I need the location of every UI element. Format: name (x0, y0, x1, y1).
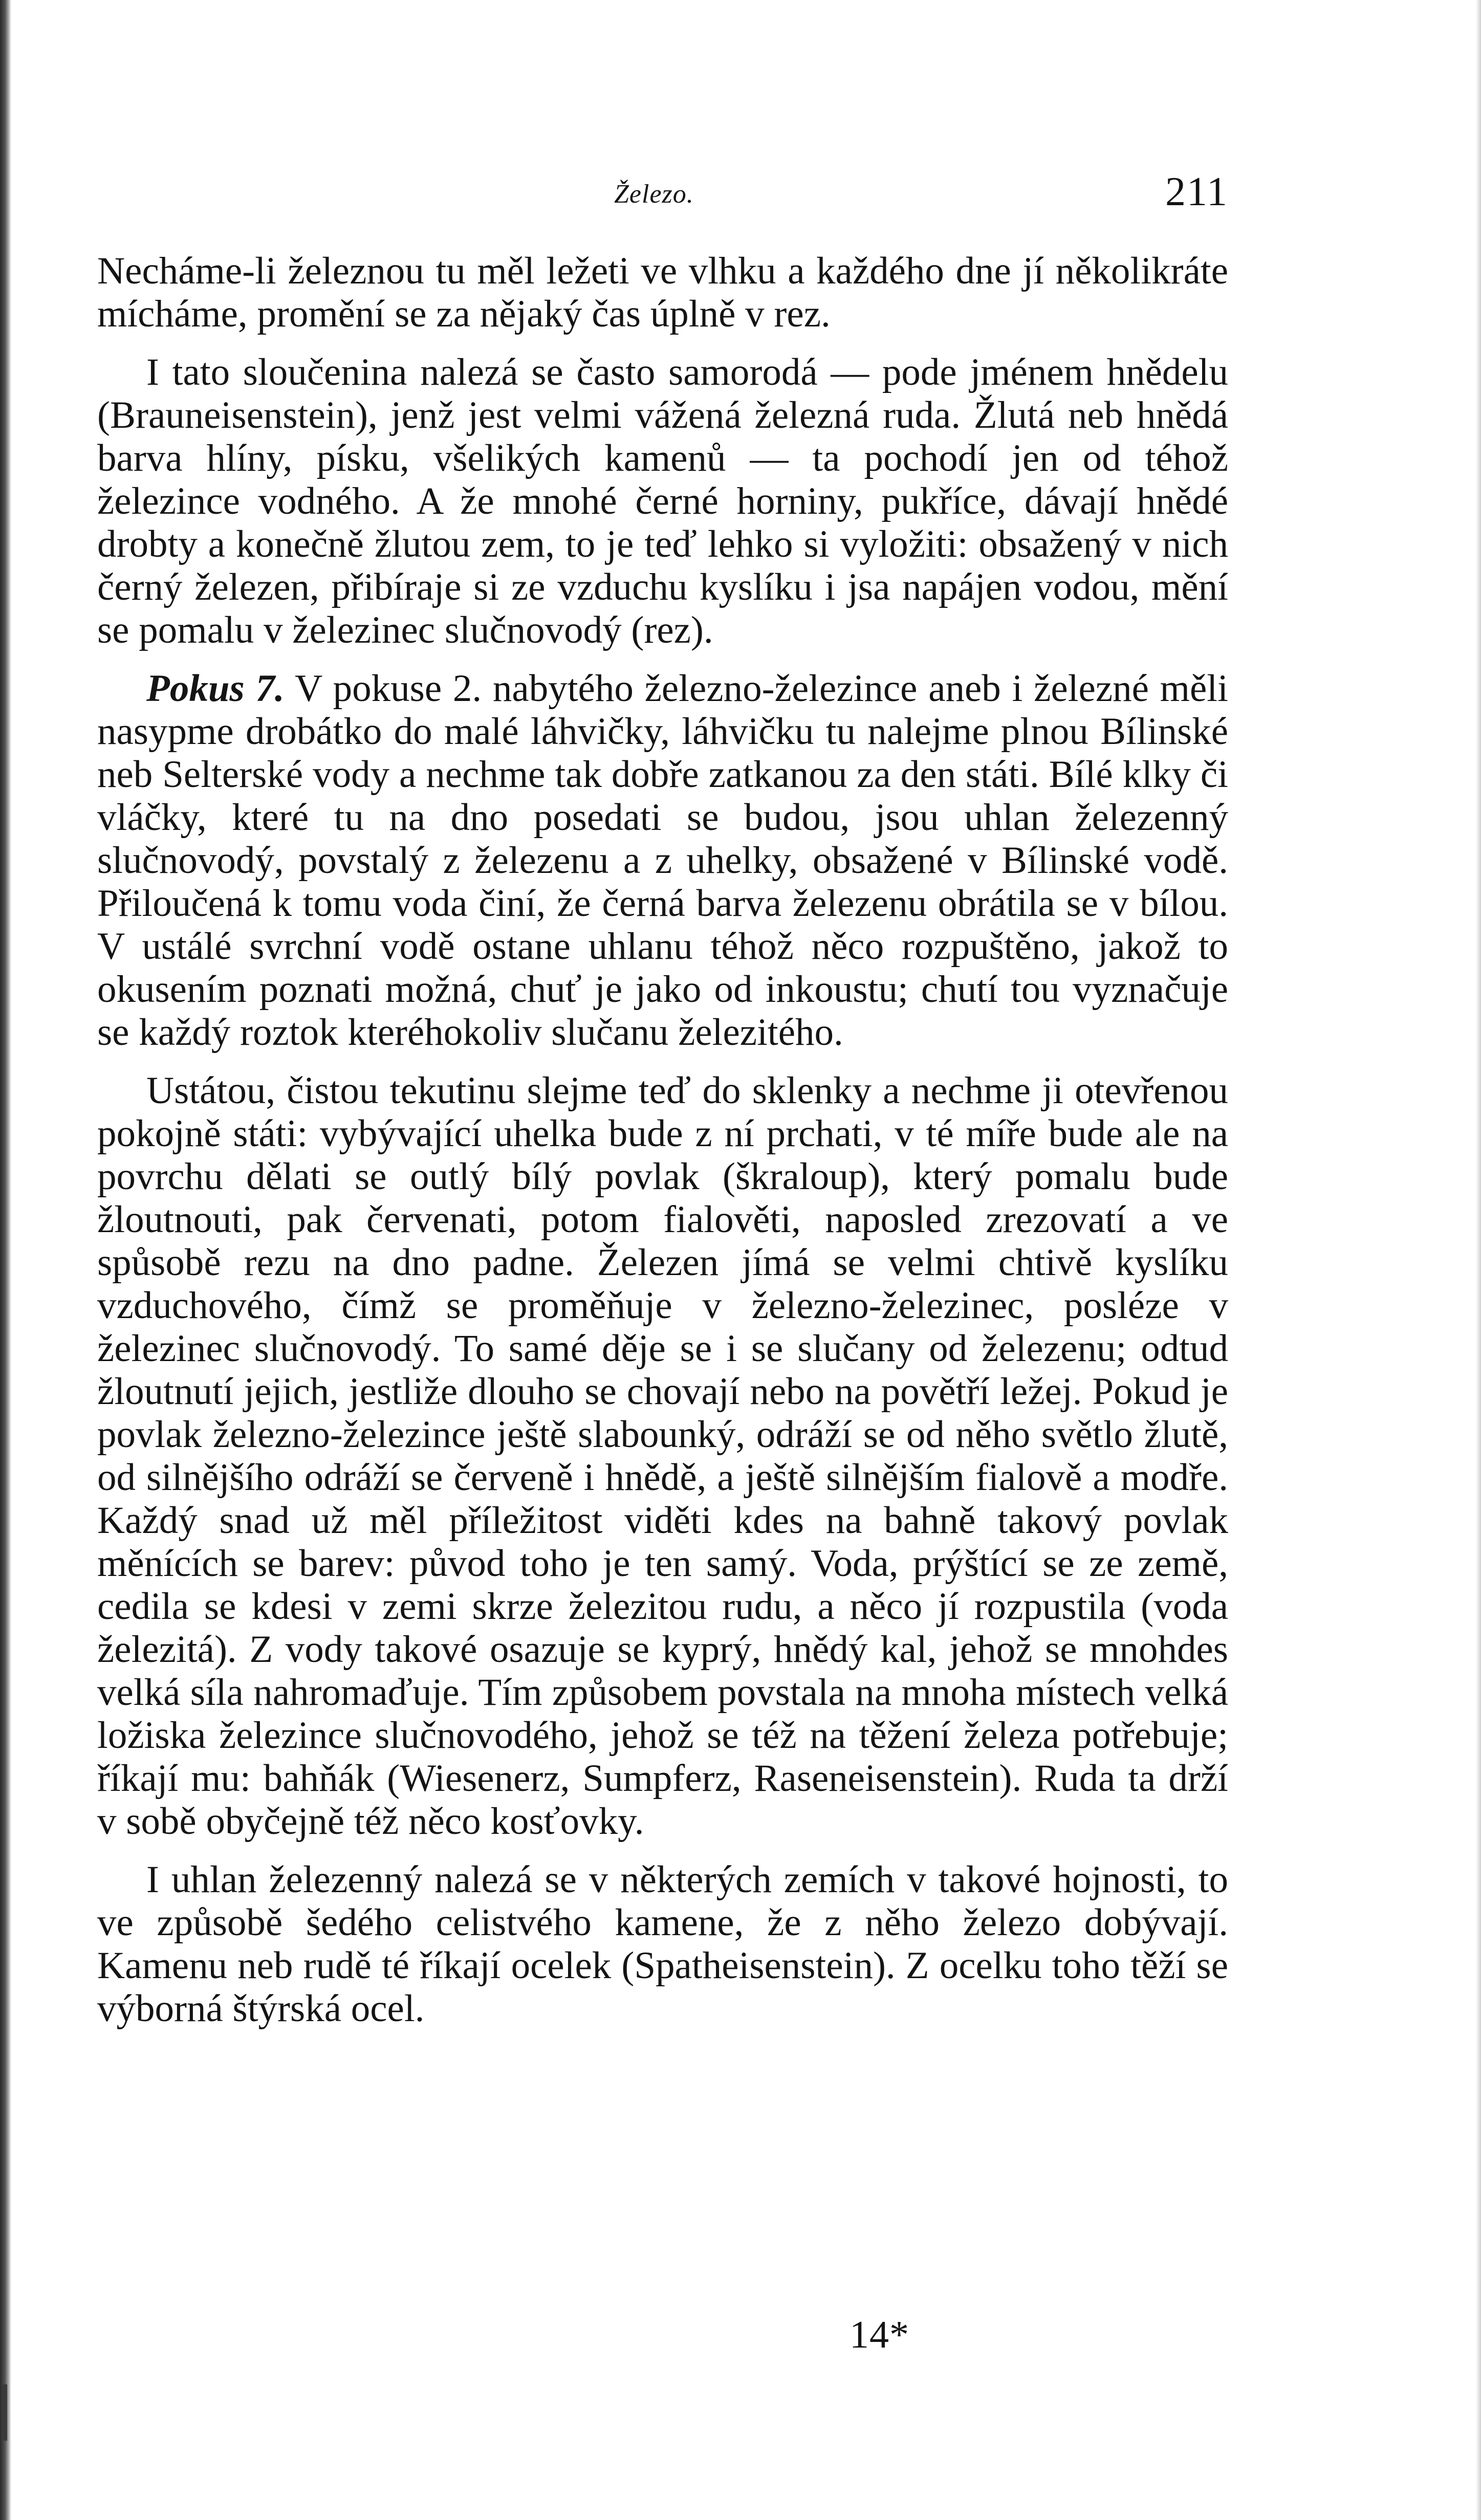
page-number: 211 (1165, 169, 1228, 214)
running-title: Železo. (614, 180, 694, 209)
binding-mark (2, 2384, 7, 2441)
binding-edge (0, 0, 11, 2520)
paragraph-1 (97, 250, 1228, 336)
paragraph-5 (97, 1858, 1228, 2030)
paragraph-5-text: I uhlan železenný nalezá se v některých zemích v takové hojnosti, to ve způsobě šedého celistvého kamene, že z něho železo dobývají. Kamenu neb rudě té říkají ocelek (Spatheisenstein). Z ocelku toho těží se výborná štýrská ocel. (97, 1858, 1228, 2030)
paragraph-2-text: I tato sloučenina nalezá se často samorodá — pode jménem hnědelu (Brauneisenstein), jenž jest velmi vážená železná ruda. Žlutá neb hnědá barva hlíny, písku, všelikých kamenů — ta pochodí jen od téhož železince vodného. A že mnohé černé horniny, pukříce, dávají hnědé drobty a konečně žlutou zem, to je teď lehko si vyložiti: obsažený v nich černý železen, přibíraje si ze vzduchu kyslíku i jsa napájen vodou, mění se pomalu v železinec slučnovodý (rez). (97, 351, 1228, 651)
running-head (97, 169, 1228, 220)
signature-mark: 14* (850, 2313, 909, 2356)
paragraph-pokus-7 (97, 667, 1228, 1054)
paragraph-3-text: V pokuse 2. nabytého železno-železince aneb i železné měli nasypme drobátko do malé láhvičky, láhvičku tu nalejme plnou Bílinské neb Selterské vody a nechme tak dobře zatkanou za den státi. Bílé klky či vláčky, které tu na dno posedati se budou, jsou uhlan železenný slučnovodý, povstalý z železenu a z uhelky, obsažené v Bílinské vodě. Přiloučená k tomu voda činí, že černá barva železenu obrátila se v bílou. V ustálé svrchní vodě ostane uhlanu téhož něco rozpuštěno, jakož to okusením poznati možná, chuť je jako od inkoustu; chutí tou vyznačuje se každý roztok kteréhokoliv slučanu železitého. (97, 667, 1228, 1054)
paragraph-2 (97, 351, 1228, 652)
paragraph-1-text: Necháme-li železnou tu měl ležeti ve vlhku a každého dne jí několikráte mícháme, promění se za nějaký čas úplně v rez. (97, 250, 1228, 335)
paragraph-4 (97, 1069, 1228, 1843)
body-text (97, 250, 1228, 2046)
experiment-label: Pokus 7. (146, 667, 285, 710)
page-edge-shadow (1476, 0, 1481, 2520)
paragraph-4-text: Ustátou, čistou tekutinu slejme teď do sklenky a nechme ji otevřenou pokojně státi: vybývající uhelka bude z ní prchati, v té míře bude ale na povrchu dělati se outlý bílý povlak (škraloup), který pomalu bude žloutnouti, pak červenati, potom fialověti, naposled zrezovatí a ve spůsobě rezu na dno padne. Železen jímá se velmi chtivě kyslíku vzduchového, čímž se proměňuje v železno-železinec, posléze v železinec slučnovodý. To samé děje se i se slučany od železenu; odtud žloutnutí jejich, jestliže dlouho se chovají nebo na povětří ležej. Pokud je povlak železno-železince ještě slabounký, odráží se od něho světlo žlutě, od silnějšího odráží se červeně i hnědě, a ještě silnějším fialově a modře. Každý snad už měl příležitost viděti kdes na bahně takový povlak měnících se barev: původ toho je ten samý. Voda, prýštící se ze země, cedila se kdesi v zemi skrze železitou rudu, a něco jí rozpustila (voda železitá). Z vody takové osazuje se kyprý, hnědý kal, jehož se mnohdes velká síla nahromaďuje. Tím způsobem povstala na mnoha místech velká ložiska železince slučnovodého, jehož se též na těžení železa potřebuje; říkají mu: bahňák (Wiesenerz, Sumpferz, Raseneisenstein). Ruda ta drží v sobě obyčejně též něco kosťovky. (97, 1069, 1228, 1843)
